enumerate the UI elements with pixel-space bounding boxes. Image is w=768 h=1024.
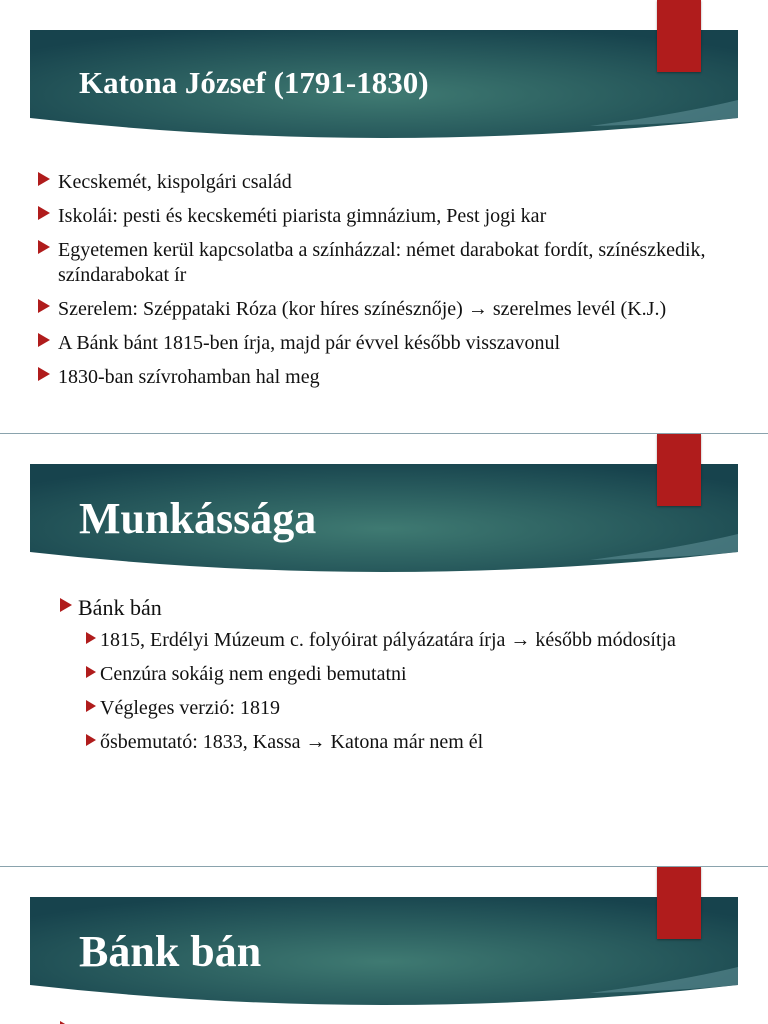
bullet-arrow-icon <box>38 172 50 186</box>
list-item <box>86 696 720 721</box>
bullet-arrow-icon <box>86 700 96 712</box>
bullet-arrow-icon <box>60 598 72 612</box>
bullet-arrow-icon <box>38 367 50 381</box>
bullet-arrow-icon <box>86 666 96 678</box>
list-item <box>38 297 728 322</box>
bullet-list <box>38 170 728 399</box>
bullet-text: Szerelem: Széppataki Róza (kor híres színésznője) → szerelmes levél (K.J.) <box>58 298 667 320</box>
slide-title: Katona József (1791-1830) <box>79 65 429 100</box>
bullet-arrow-icon <box>38 333 50 347</box>
bookmark-ribbon <box>657 434 701 506</box>
slide-3 <box>0 867 768 1024</box>
title-banner <box>30 464 738 576</box>
title-banner <box>30 30 738 142</box>
bullet-text: A Bánk bánt 1815-ben írja, majd pár évvel később visszavonul <box>58 332 561 354</box>
list-item <box>38 331 728 356</box>
list-item <box>86 628 720 653</box>
slide-title: Munkássága <box>79 493 317 543</box>
bullet-arrow-icon <box>38 240 50 254</box>
bullet-text: Iskolái: pesti és kecskeméti piarista gimnázium, Pest jogi kar <box>58 205 547 227</box>
list-item <box>38 365 728 390</box>
bullet-text: 1830-ban szívrohamban hal meg <box>58 366 320 388</box>
bookmark-ribbon <box>657 867 701 939</box>
bullet-arrow-icon <box>38 299 50 313</box>
bookmark-ribbon <box>657 0 701 72</box>
bullet-list <box>60 594 720 764</box>
bullet-arrow-icon <box>86 734 96 746</box>
bullet-text: Kecskemét, kispolgári család <box>58 171 292 193</box>
bullet-text: ősbemutató: 1833, Kassa → Katona már nem él <box>100 731 484 753</box>
list-item <box>38 170 728 195</box>
list-item <box>86 662 720 687</box>
bullet-arrow-icon <box>86 632 96 644</box>
list-item <box>86 730 720 755</box>
slide-1 <box>0 0 768 433</box>
list-item <box>38 238 728 288</box>
title-banner <box>30 897 738 1009</box>
bullet-text: Végleges verzió: 1819 <box>100 697 280 719</box>
bullet-text: Egyetemen kerül kapcsolatba a színházzal: német darabokat fordít, színészkedik, színdarabokat ír <box>58 239 706 286</box>
slide-2 <box>0 434 768 867</box>
bullet-text: Bánk bán <box>78 595 162 620</box>
bullet-arrow-icon <box>38 206 50 220</box>
bullet-text: 1815, Erdélyi Múzeum c. folyóirat pályázatára írja → később módosítja <box>100 629 676 651</box>
slide-title: Bánk bán <box>79 926 262 976</box>
list-item <box>38 204 728 229</box>
bullet-text: Cenzúra sokáig nem engedi bemutatni <box>100 663 407 685</box>
list-item <box>60 594 720 622</box>
